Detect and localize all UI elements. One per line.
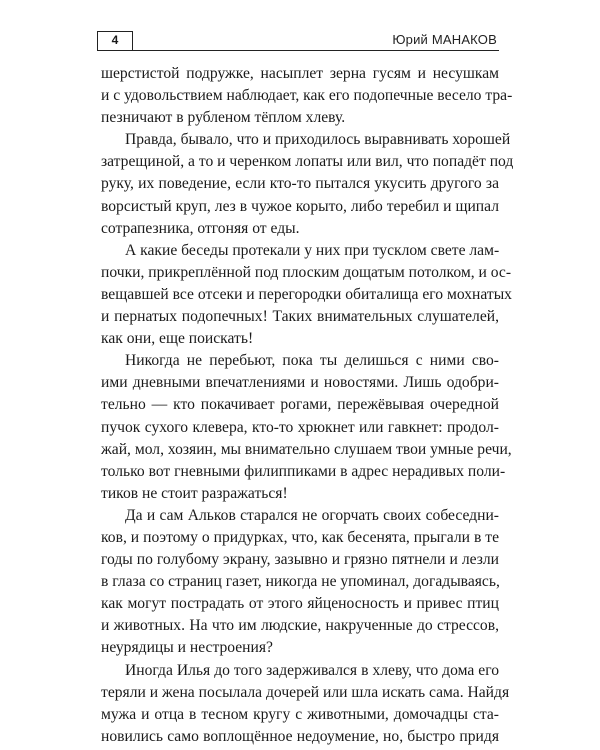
text-line: как они, еще поискать! xyxy=(101,330,254,348)
text-line: пучок сухого клевера, кто-то хрюкнет или гавкнет: продол- xyxy=(101,418,499,436)
page-header xyxy=(97,31,499,53)
text-line: сотрапезника, отгоняя от еды. xyxy=(101,219,300,237)
text-line: неурядицы и нестроения? xyxy=(101,639,273,657)
text-line: только вот гневными филиппиками в адрес нерадивых поли- xyxy=(101,462,506,480)
header-rule xyxy=(133,50,499,51)
text-line: мужа и отца в тесном кругу с животными, домочадцы ста- xyxy=(101,705,499,723)
text-line: Никогда не перебьют, пока ты делишься с ними сво- xyxy=(125,352,499,370)
text-line: и с удовольствием наблюдает, как его подопечные весело тра- xyxy=(101,87,513,105)
text-line: почки, прикреплённой под плоским дощатым потолком, и ос- xyxy=(101,263,512,281)
text-line: годы по голубому экрану, зазывно и грязно пятнели и лезли xyxy=(101,551,499,569)
text-line: в глаза со страниц газет, никогда не упоминал, догадываясь, xyxy=(101,573,500,591)
text-line: и животных. На что им людские, накрученные до стрессов, xyxy=(101,617,499,635)
text-line: шерстистой подружке, насыплет зерна гусям и несушкам xyxy=(101,65,499,82)
running-head-author: Юрий МАНАКОВ xyxy=(392,32,497,47)
text-line: теряли и жена посылала дочерей или шла искать сама. Найдя xyxy=(101,683,510,701)
body-text xyxy=(101,63,514,748)
text-line: ков, и поэтому о придурках, что, как бесенята, прыгали в те xyxy=(101,528,499,546)
text-line: вещавшей все отсеки и перегородки обиталища его мохнатых xyxy=(101,285,512,303)
text-line: ими дневными впечатлениями и новостями. Лишь одобри- xyxy=(101,374,499,392)
text-line: А какие беседы протекали у них при тусклом свете лам- xyxy=(125,241,500,259)
text-line: тиков не стоит разражаться! xyxy=(101,484,288,502)
text-line: как могут пострадать от этого яйценосность и привес птиц xyxy=(101,595,499,613)
text-line: тельно — кто покачивает рогами, пережёвывая очередной xyxy=(101,396,499,414)
text-line: ворсистый круп, лез в чужое корыто, либо теребил и щипал xyxy=(101,197,499,215)
text-line: руку, их поведение, если кто-то пытался укусить другого за xyxy=(101,175,499,193)
text-line: и пернатых подопечных! Таких внимательных слушателей, xyxy=(101,308,499,326)
text-line: Да и сам Альков старался не огорчать своих собеседни- xyxy=(125,506,499,524)
text-line: Иногда Илья до того задерживался в хлеву, что дома его xyxy=(125,661,499,679)
text-line: жай, мол, хозяин, мы внимательно слушаем твои умные речи, xyxy=(101,440,512,458)
text-line: Правда, бывало, что и приходилось выравнивать хорошей xyxy=(125,131,511,149)
page-number: 4 xyxy=(97,31,133,51)
text-line: затрещиной, а то и черенком лопаты или вил, что попадёт под xyxy=(101,153,514,171)
text-line: новились само воплощённое недоумение, но, быстро придя xyxy=(101,727,499,745)
text-line: пезничают в рубленом тёплом хлеву. xyxy=(101,109,346,127)
